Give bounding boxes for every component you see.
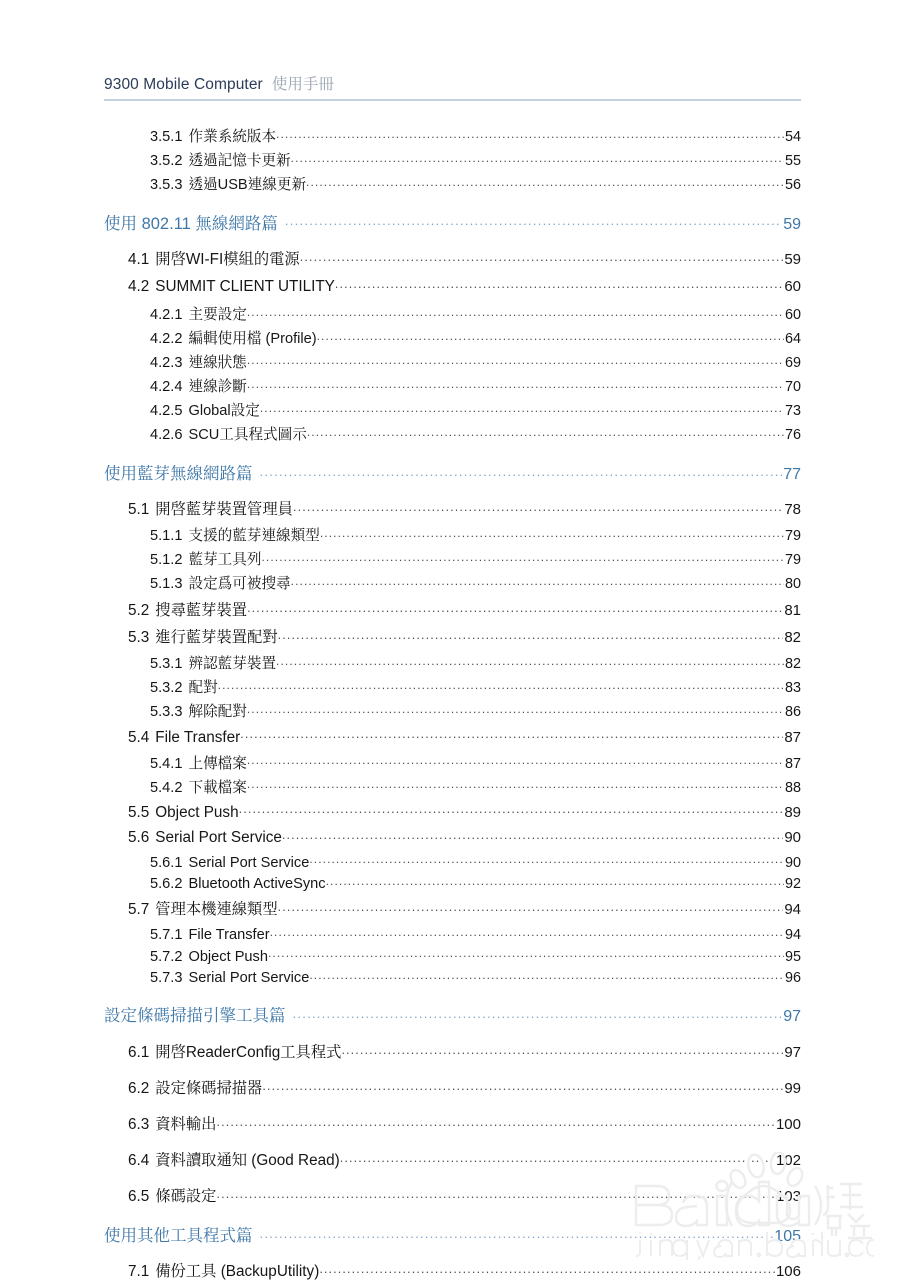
- toc-entry-level-3[interactable]: [150, 173, 801, 194]
- toc-dot-leader: [261, 550, 784, 565]
- toc-entry-number: 5.7.3: [150, 970, 183, 987]
- toc-entry-label: Global設定: [188, 403, 260, 420]
- table-of-contents: [104, 122, 801, 1288]
- toc-page-number: 90: [784, 829, 801, 847]
- toc-entry-label: File Transfer: [188, 926, 270, 943]
- toc-entry-level-2[interactable]: [128, 897, 801, 919]
- toc-entry-number: 5.6.1: [150, 854, 183, 871]
- toc-entry-number: 6.4: [128, 1152, 150, 1170]
- toc-entry-level-3[interactable]: [150, 776, 801, 797]
- toc-entry-level-3[interactable]: [150, 652, 801, 673]
- toc-dot-leader: [247, 353, 784, 368]
- toc-dot-leader: [307, 425, 784, 440]
- toc-page-number: 102: [775, 1152, 801, 1170]
- toc-page-number: 90: [784, 854, 801, 871]
- toc-entry-level-1[interactable]: [104, 1002, 801, 1026]
- header-divider-rule: [104, 99, 801, 101]
- toc-entry-level-2[interactable]: [128, 802, 801, 822]
- toc-page-number: 78: [784, 501, 801, 519]
- toc-entry-label: Object Push: [188, 948, 268, 965]
- toc-dot-leader: [247, 600, 783, 615]
- toc-dot-leader: [300, 249, 784, 264]
- toc-dot-leader: [260, 463, 783, 480]
- toc-entry-level-3[interactable]: [150, 752, 801, 773]
- toc-entry-label: Serial Port Service: [188, 970, 310, 987]
- toc-entry-level-3[interactable]: [150, 524, 801, 545]
- toc-dot-leader: [239, 802, 784, 817]
- toc-entry-label: 透過記憶卡更新: [188, 153, 291, 169]
- toc-page-number: 106: [775, 1263, 801, 1281]
- toc-entry-label: SCU工具程式圖示: [188, 427, 307, 444]
- toc-dot-leader: [341, 1042, 783, 1057]
- toc-entry-label: 搜尋藍芽裝置: [155, 602, 248, 620]
- toc-entry-number: 5.1.2: [150, 552, 183, 569]
- toc-entry-number: 4.2.2: [150, 331, 183, 348]
- toc-entry-label: 設定條碼掃描器: [155, 1080, 263, 1098]
- toc-entry-level-3[interactable]: [150, 572, 801, 593]
- toc-entry-number: 6.1: [128, 1044, 150, 1062]
- toc-entry-label: Bluetooth ActiveSync: [188, 876, 326, 893]
- toc-entry-level-3[interactable]: [150, 125, 801, 146]
- toc-dot-leader: [320, 526, 784, 541]
- toc-page-number: 70: [784, 379, 801, 396]
- toc-entry-number: 5.2: [128, 602, 150, 620]
- toc-page-number: 95: [784, 948, 801, 965]
- toc-entry-label: 開啓藍芽裝置管理員: [155, 501, 293, 519]
- toc-entry-number: 5.7.1: [150, 926, 183, 943]
- toc-entry-number: 5.3.3: [150, 704, 183, 721]
- toc-entry-level-1[interactable]: [104, 460, 801, 484]
- toc-entry-label: 上傳檔案: [188, 755, 247, 772]
- toc-dot-leader: [247, 377, 784, 392]
- toc-entry-level-3[interactable]: [150, 375, 801, 396]
- toc-entry-number: 4.2.1: [150, 307, 183, 324]
- toc-entry-level-2[interactable]: [128, 1112, 801, 1134]
- toc-entry-level-1[interactable]: [104, 1222, 801, 1246]
- toc-page-number: 73: [784, 403, 801, 420]
- toc-page-number: 94: [784, 901, 801, 919]
- toc-entry-number: 4.2.5: [150, 403, 183, 420]
- toc-entry-number: 5.6: [128, 829, 150, 847]
- toc-page-number: 55: [784, 153, 801, 169]
- toc-entry-label: Object Push: [155, 803, 239, 821]
- toc-page-number: 100: [775, 1116, 801, 1134]
- toc-dot-leader: [247, 753, 784, 768]
- toc-entry-level-3[interactable]: [150, 351, 801, 372]
- toc-dot-leader: [218, 678, 784, 693]
- toc-entry-label: 資料輸出: [155, 1116, 217, 1134]
- toc-dot-leader: [285, 213, 782, 230]
- toc-entry-level-2[interactable]: [128, 276, 801, 296]
- toc-entry-label: 連線診斷: [188, 379, 247, 396]
- toc-entry-level-3[interactable]: [150, 149, 801, 170]
- toc-entry-label: 使用其他工具程式篇: [104, 1227, 253, 1246]
- toc-dot-leader: [291, 150, 784, 165]
- toc-page-number: 97: [784, 1044, 801, 1062]
- toc-page-number: 60: [784, 278, 801, 296]
- toc-page-number: 94: [784, 926, 801, 943]
- toc-entry-label: 辨認藍芽裝置: [188, 656, 277, 673]
- toc-entry-level-2[interactable]: [128, 598, 801, 620]
- toc-entry-label: 資料讀取通知 (Good Read): [155, 1152, 340, 1170]
- toc-page-number: 92: [784, 876, 801, 893]
- toc-dot-leader: [319, 1261, 775, 1276]
- toc-entry-number: 5.3: [128, 629, 150, 647]
- toc-entry-level-3[interactable]: [150, 399, 801, 420]
- toc-entry-number: 5.1: [128, 501, 150, 519]
- toc-dot-leader: [306, 174, 784, 189]
- toc-page-number: 87: [784, 728, 801, 746]
- toc-entry-number: 5.3.2: [150, 680, 183, 697]
- toc-dot-leader: [240, 726, 783, 741]
- toc-entry-label: 透過USB連線更新: [188, 177, 307, 193]
- toc-page-number: 59: [784, 251, 801, 268]
- toc-dot-leader: [247, 702, 784, 717]
- toc-page-number: 82: [784, 629, 801, 647]
- toc-entry-number: 4.2.4: [150, 379, 183, 396]
- toc-page-number: 69: [784, 355, 801, 372]
- toc-entry-label: Serial Port Service: [188, 854, 310, 871]
- toc-entry-number: 5.7.2: [150, 948, 183, 965]
- toc-page-number: 89: [784, 803, 801, 821]
- toc-dot-leader: [260, 401, 784, 416]
- toc-page-number: 56: [784, 177, 801, 193]
- toc-entry-level-3[interactable]: [150, 548, 801, 569]
- toc-page-number: 103: [775, 1188, 801, 1206]
- toc-entry-label: 管理本機連線類型: [155, 901, 278, 919]
- toc-entry-label: 開啓WI-FI模組的電源: [155, 251, 300, 268]
- toc-entry-level-3[interactable]: [150, 852, 801, 871]
- toc-entry-level-2[interactable]: [128, 1259, 801, 1281]
- toc-dot-leader: [293, 1005, 783, 1022]
- toc-dot-leader: [326, 874, 784, 889]
- toc-page-number: 99: [784, 1080, 801, 1098]
- toc-dot-leader: [276, 654, 784, 669]
- toc-entry-number: 5.6.2: [150, 876, 183, 893]
- toc-dot-leader: [278, 899, 784, 914]
- toc-entry-number: 3.5.3: [150, 177, 183, 193]
- toc-entry-level-3[interactable]: [150, 700, 801, 721]
- toc-entry-level-3[interactable]: [150, 946, 801, 965]
- toc-dot-leader: [317, 329, 784, 344]
- toc-dot-leader: [293, 499, 783, 514]
- toc-entry-label: 使用 802.11 無線網路篇: [104, 215, 278, 233]
- toc-entry-label: 進行藍芽裝置配對: [155, 629, 278, 647]
- toc-dot-leader: [278, 627, 784, 642]
- toc-page-number: 54: [784, 129, 801, 145]
- toc-entry-level-2[interactable]: [128, 726, 801, 746]
- toc-entry-level-3[interactable]: [150, 924, 801, 943]
- toc-entry-label: 支援的藍芽連線類型: [188, 528, 320, 545]
- toc-dot-leader: [340, 1150, 775, 1165]
- toc-entry-level-2[interactable]: [128, 497, 801, 519]
- toc-entry-label: 使用藍芽無線網路篇: [104, 465, 253, 484]
- toc-entry-label: 解除配對: [188, 704, 247, 721]
- toc-entry-number: 3.5.2: [150, 153, 183, 169]
- toc-dot-leader: [268, 946, 784, 961]
- toc-entry-level-3[interactable]: [150, 303, 801, 324]
- toc-page-number: 60: [784, 307, 801, 324]
- toc-dot-leader: [216, 1186, 775, 1201]
- toc-page-number: 88: [784, 779, 801, 796]
- toc-entry-label: 設定條碼掃描引擎工具篇: [104, 1007, 286, 1026]
- toc-entry-label: File Transfer: [155, 728, 241, 746]
- toc-entry-number: 5.5: [128, 803, 150, 821]
- toc-dot-leader: [335, 276, 783, 291]
- toc-dot-leader: [247, 305, 784, 320]
- toc-entry-number: 4.1: [128, 251, 150, 268]
- toc-entry-label: Serial Port Service: [155, 829, 282, 847]
- toc-entry-number: 4.2: [128, 278, 150, 296]
- toc-entry-label: 開啓ReaderConfig工具程式: [155, 1044, 342, 1062]
- toc-dot-leader: [309, 852, 784, 867]
- toc-entry-number: 5.4.1: [150, 755, 183, 772]
- toc-page-number: 82: [784, 656, 801, 673]
- header-title-english: 9300 Mobile Computer: [104, 76, 263, 93]
- toc-dot-leader: [247, 777, 784, 792]
- toc-entry-number: 4.2.6: [150, 427, 183, 444]
- toc-page-number: 105: [774, 1228, 801, 1246]
- toc-entry-number: 4.2.3: [150, 355, 183, 372]
- toc-page-number: 64: [784, 331, 801, 348]
- toc-entry-level-2[interactable]: [128, 1148, 801, 1170]
- toc-page-number: 77: [783, 466, 801, 484]
- toc-page-number: 96: [784, 970, 801, 987]
- toc-page-number: 83: [784, 680, 801, 697]
- toc-entry-level-3[interactable]: [150, 676, 801, 697]
- toc-entry-label: 主要設定: [188, 307, 247, 324]
- toc-page-number: 97: [783, 1008, 801, 1026]
- toc-entry-level-2[interactable]: [128, 1184, 801, 1206]
- header-title-line: [104, 72, 801, 94]
- toc-entry-level-3[interactable]: [150, 423, 801, 444]
- toc-entry-level-2[interactable]: [128, 1040, 801, 1062]
- toc-entry-label: 配對: [188, 680, 218, 697]
- toc-entry-number: 5.4: [128, 728, 150, 746]
- toc-dot-leader: [291, 574, 784, 589]
- toc-entry-number: 6.5: [128, 1188, 150, 1206]
- toc-dot-leader: [262, 1078, 783, 1093]
- toc-page-number: 80: [784, 576, 801, 593]
- toc-entry-level-1[interactable]: [104, 210, 801, 234]
- toc-entry-number: 6.3: [128, 1116, 150, 1134]
- toc-entry-number: 6.2: [128, 1080, 150, 1098]
- toc-entry-label: 備份工具 (BackupUtility): [155, 1263, 320, 1281]
- toc-entry-level-2[interactable]: [128, 247, 801, 269]
- toc-entry-number: 5.7: [128, 901, 150, 919]
- running-header: [104, 72, 801, 102]
- toc-page-number: 86: [784, 704, 801, 721]
- toc-entry-number: 5.1.3: [150, 576, 183, 593]
- toc-entry-level-3[interactable]: [150, 874, 801, 893]
- toc-page-number: 79: [784, 552, 801, 569]
- toc-entry-label: 藍芽工具列: [188, 552, 262, 569]
- toc-entry-level-2[interactable]: [128, 1076, 801, 1098]
- toc-page-number: 76: [784, 427, 801, 444]
- toc-dot-leader: [276, 126, 784, 141]
- toc-entry-label: SUMMIT CLIENT UTILITY: [155, 278, 335, 296]
- toc-page-number: 79: [784, 528, 801, 545]
- toc-entry-level-2[interactable]: [128, 625, 801, 647]
- toc-entry-number: 5.4.2: [150, 779, 183, 796]
- toc-page-number: 87: [784, 755, 801, 772]
- toc-entry-label: 下載檔案: [188, 779, 247, 796]
- toc-dot-leader: [216, 1114, 775, 1129]
- toc-entry-number: 5.1.1: [150, 528, 183, 545]
- toc-entry-number: 7.1: [128, 1263, 150, 1281]
- toc-page-number: 59: [783, 216, 801, 233]
- toc-entry-label: 連線狀態: [188, 355, 247, 372]
- toc-entry-label: 設定爲可被搜尋: [188, 576, 291, 593]
- toc-entry-level-3[interactable]: [150, 968, 801, 987]
- toc-entry-level-3[interactable]: [150, 327, 801, 348]
- toc-entry-number: 3.5.1: [150, 129, 183, 145]
- toc-dot-leader: [282, 827, 783, 842]
- toc-dot-leader: [309, 968, 784, 983]
- header-title-chinese: 使用手冊: [271, 76, 334, 93]
- toc-dot-leader: [260, 1225, 774, 1242]
- toc-entry-label: 條碼設定: [155, 1188, 217, 1206]
- toc-entry-label: 作業系統版本: [188, 129, 277, 145]
- toc-dot-leader: [270, 924, 784, 939]
- toc-page-number: 81: [784, 602, 801, 620]
- toc-entry-number: 5.3.1: [150, 656, 183, 673]
- toc-entry-label: 編輯使用檔 (Profile): [188, 331, 317, 348]
- toc-entry-level-2[interactable]: [128, 827, 801, 847]
